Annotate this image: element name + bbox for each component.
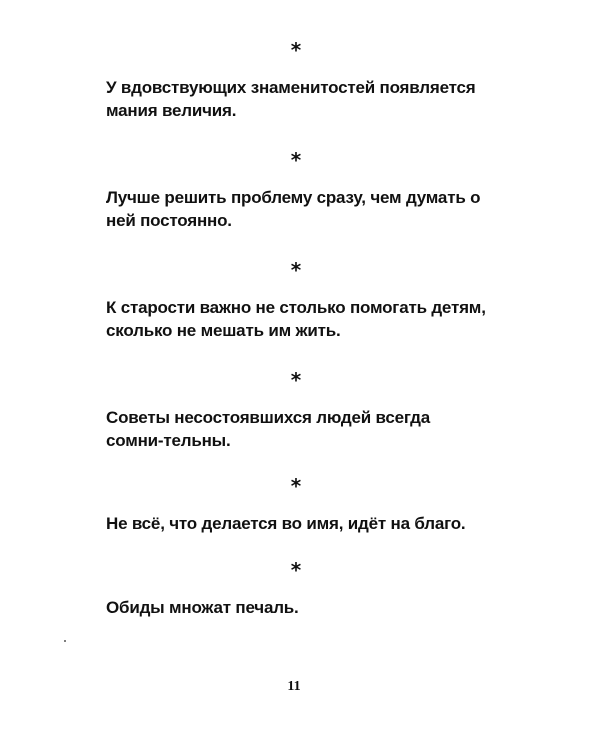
asterisk-separator: * <box>290 258 302 282</box>
print-speck <box>64 640 66 642</box>
asterisk-separator: * <box>290 368 302 392</box>
aphorism-text: Лучше решить проблему сразу, чем думать о ней постоянно. <box>106 188 481 230</box>
asterisk-separator: * <box>290 558 302 582</box>
aphorism-text: Не всё, что делается во имя, идёт на благо. <box>106 514 466 533</box>
aphorism-text: Советы несостоявшихся людей всегда сомни-тельны. <box>106 408 430 450</box>
asterisk-separator: * <box>290 474 302 498</box>
aphorism-block <box>106 476 486 535</box>
aphorism-block <box>106 560 486 619</box>
asterisk-separator: * <box>290 148 302 172</box>
aphorism-text: Обиды множат печаль. <box>106 598 299 617</box>
aphorism-text: К старости важно не столько помогать детям, сколько не мешать им жить. <box>106 298 486 340</box>
asterisk-separator: * <box>290 38 302 62</box>
aphorism-text: У вдовствующих знаменитостей появляется мания величия. <box>106 78 476 120</box>
aphorism-block <box>106 260 486 342</box>
aphorism-block <box>106 150 486 232</box>
aphorism-block <box>106 370 486 452</box>
aphorism-block <box>106 40 486 122</box>
page-number: 11 <box>287 679 301 694</box>
